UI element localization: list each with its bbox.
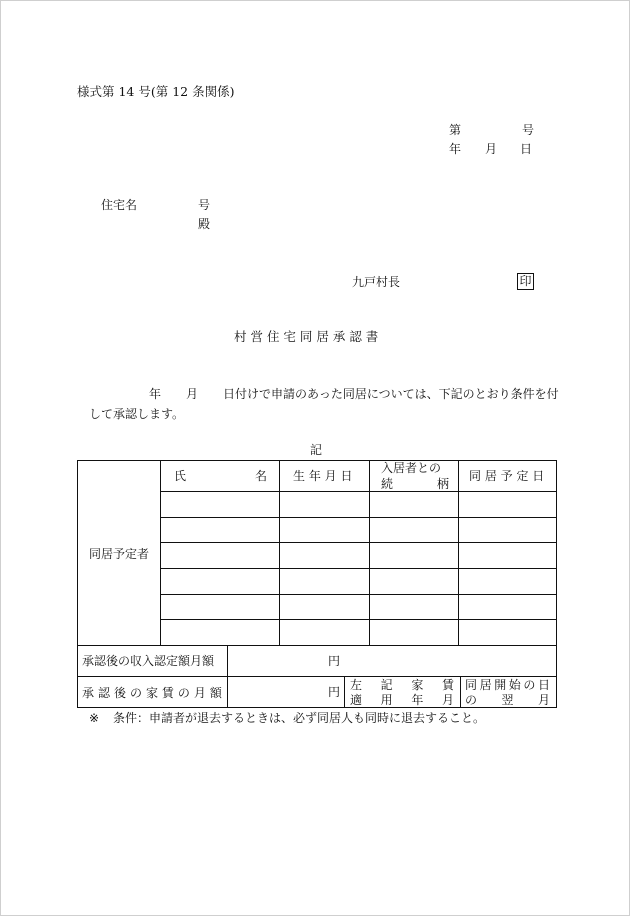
body-line2: して承認します。 [89, 407, 185, 421]
header-date: 同 居 予 定 日 [469, 469, 545, 483]
header-name-2: 名 [255, 469, 268, 483]
header-birth: 生 年 月 日 [293, 469, 353, 483]
date-month: 月 [485, 142, 498, 156]
addressee-dono: 殿 [198, 217, 211, 231]
table-row [161, 518, 556, 542]
table-row [161, 543, 556, 567]
seal-mark: 印 [517, 273, 534, 290]
addressee-label: 住宅名 [101, 198, 138, 212]
rent-note-2: 適 用 年 月 [350, 693, 454, 707]
ki-heading: 記 [310, 443, 323, 457]
income-unit: 円 [328, 654, 341, 668]
table-row [161, 620, 556, 644]
rent-note-1: 左 記 家 賃 [350, 678, 454, 692]
footnote-mark: ※ [89, 711, 100, 725]
body-month: 月 [186, 387, 199, 401]
table-row [161, 595, 556, 619]
header-relation-1: 入居者との [381, 461, 442, 475]
header-name-1: 氏 [174, 469, 187, 483]
doc-number-go: 号 [522, 123, 535, 137]
doc-number-dai: 第 [449, 123, 462, 137]
group-label: 同居予定者 [88, 546, 149, 561]
date-day: 日 [520, 142, 533, 156]
table-row [161, 569, 556, 593]
body-year: 年 [149, 387, 162, 401]
document-title: 村 営 住 宅 同 居 承 認 書 [234, 329, 379, 344]
date-year: 年 [449, 142, 462, 156]
body-line1: 日付けで申請のあった同居については、下記のとおり条件を付 [223, 387, 559, 401]
table-row [161, 492, 556, 516]
rent-unit: 円 [328, 685, 341, 699]
header-relation-2: 続 柄 [381, 477, 449, 491]
issuer-title: 九戸村長 [352, 275, 401, 289]
start-note-1: 同 居 開 始 の 日 [465, 678, 550, 692]
form-number: 様式第 14 号(第 12 条関係) [77, 84, 235, 99]
income-label: 承認後の収入認定額月額 [82, 654, 215, 668]
start-note-2: の 翌 月 [465, 693, 550, 707]
footnote-text: 条件：申請者が退去するときは、必ず同居人も同時に退去すること。 [113, 711, 486, 725]
addressee-go: 号 [198, 198, 211, 212]
rent-label: 承 認 後 の 家 賃 の 月 額 [82, 686, 222, 700]
